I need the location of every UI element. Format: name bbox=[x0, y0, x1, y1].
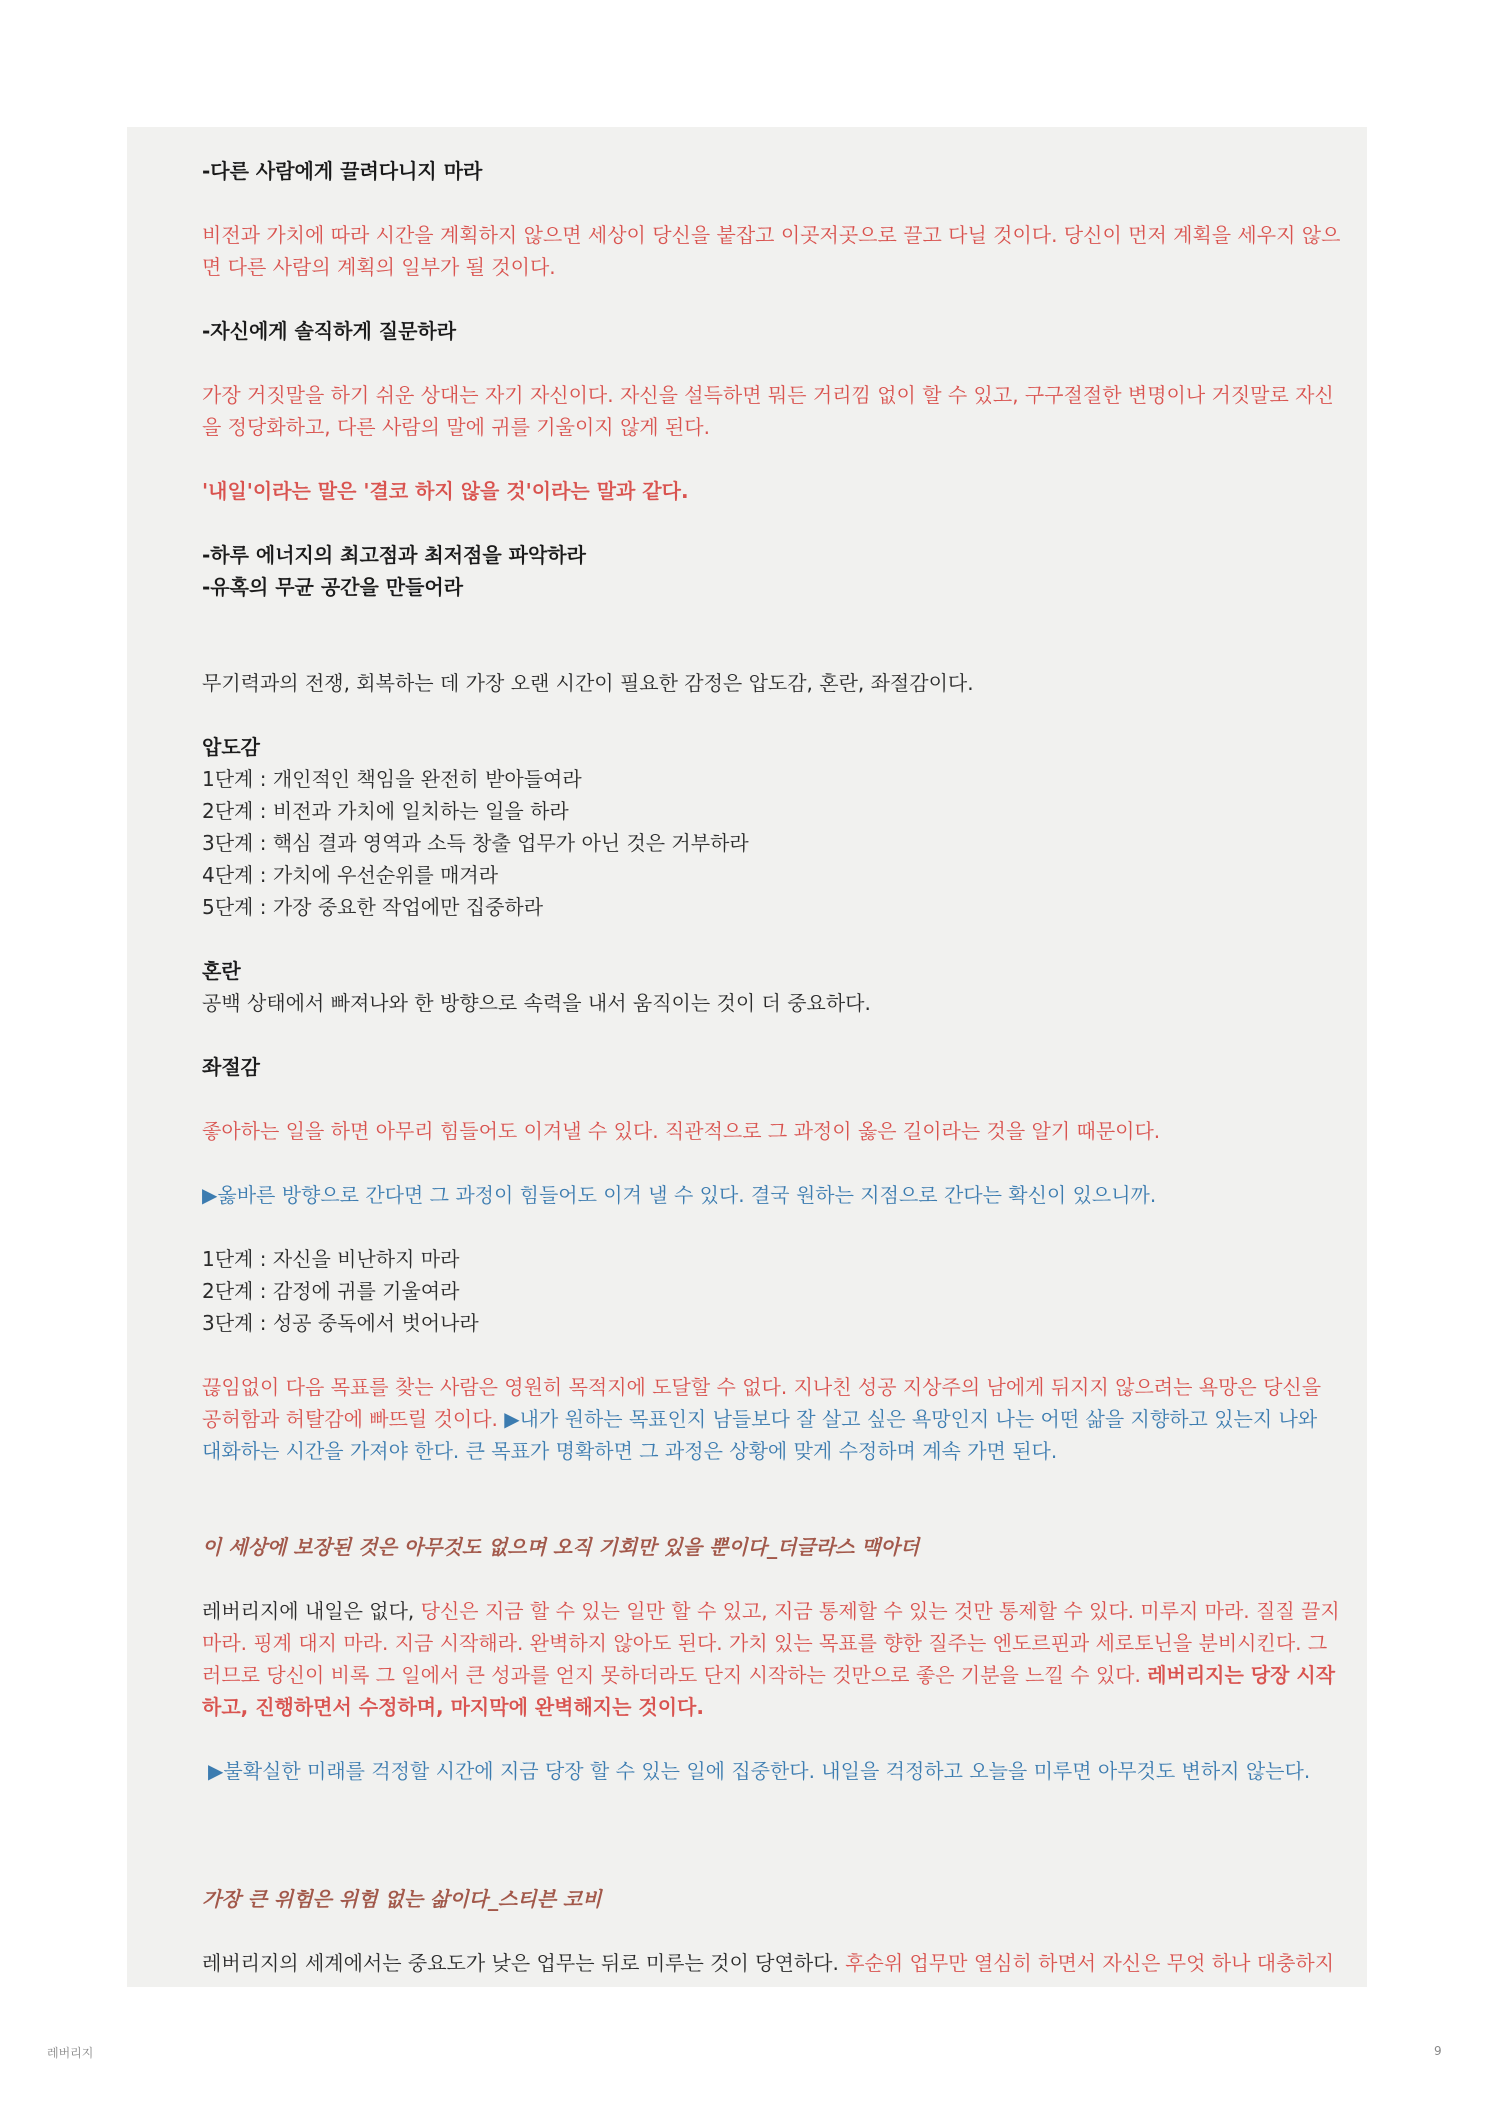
heading: -자신에게 솔직하게 질문하라 bbox=[202, 319, 457, 343]
emphasis-line: '내일'이라는 말은 '결코 하지 않을 것'이라는 말과 같다. bbox=[202, 479, 689, 503]
mixed-paragraph bbox=[202, 1595, 1342, 1723]
step-item: 1단계 : 개인적인 책임을 완전히 받아들여라 bbox=[202, 767, 582, 791]
page-number: 9 bbox=[1434, 2044, 1442, 2058]
paragraph: 공백 상태에서 빠져나와 한 방향으로 속력을 내서 움직이는 것이 더 중요하다. bbox=[202, 991, 871, 1015]
mixed-paragraph bbox=[202, 1947, 1342, 1979]
document-body bbox=[202, 155, 1342, 1979]
heading: -유혹의 무균 공간을 만들어라 bbox=[202, 575, 464, 599]
paragraph-black-part: 레버리지의 세계에서는 중요도가 낮은 업무는 뒤로 미루는 것이 당연하다. bbox=[202, 1951, 846, 1975]
step-item: 2단계 : 감정에 귀를 기울여라 bbox=[202, 1279, 460, 1303]
quote: 이 세상에 보장된 것은 아무것도 없으며 오직 기회만 있을 뿐이다_더글라스 맥아더 bbox=[202, 1535, 920, 1559]
step-item: 1단계 : 자신을 비난하지 마라 bbox=[202, 1247, 460, 1271]
paragraph: 좋아하는 일을 하면 아무리 힘들어도 이겨낼 수 있다. 직관적으로 그 과정이 옳은 길이라는 것을 알기 때문이다. bbox=[202, 1119, 1161, 1143]
paragraph-bold-part: 레버리지는 당장 시작하고, 진행하면서 수정하며, 마지막에 완벽해지는 것이다. bbox=[202, 1663, 1336, 1719]
step-item: 3단계 : 핵심 결과 영역과 소득 창출 업무가 아닌 것은 거부하라 bbox=[202, 831, 749, 855]
paragraph: 무기력과의 전쟁, 회복하는 데 가장 오랜 시간이 필요한 감정은 압도감, 혼란, 좌절감이다. bbox=[202, 671, 974, 695]
paragraph-black-part: 레버리지에 내일은 없다, bbox=[202, 1599, 421, 1623]
footer-title: 레버리지 bbox=[47, 2046, 94, 2060]
section-heading: 압도감 bbox=[202, 735, 260, 759]
paragraph-blue-part: ▶내가 원하는 목표인지 남들보다 잘 살고 싶은 욕망인지 나는 어떤 삶을 지향하고 있는지 나와 대화하는 시간을 가져야 한다. 큰 목표가 명확하면 그 과정은 상황에 맞게 수정하며 계속 가면 된다. bbox=[202, 1407, 1318, 1463]
step-item: 4단계 : 가치에 우선순위를 매겨라 bbox=[202, 863, 499, 887]
paragraph: 비전과 가치에 따라 시간을 계획하지 않으면 세상이 당신을 붙잡고 이곳저곳으로 끌고 다닐 것이다. 당신이 먼저 계획을 세우지 않으면 다른 사람의 계획의 일부가 될 것이다. bbox=[202, 223, 1341, 279]
paragraph: 가장 거짓말을 하기 쉬운 상대는 자기 자신이다. 자신을 설득하면 뭐든 거리낌 없이 할 수 있고, 구구절절한 변명이나 거짓말로 자신을 정당화하고, 다른 사람의 말에 귀를 기울이지 않게 된다. bbox=[202, 383, 1334, 439]
content-panel bbox=[127, 127, 1367, 1987]
paragraph-red-part: 당신은 지금 할 수 있는 일만 할 수 있고, 지금 통제할 수 있는 것만 통제할 수 있다. 미루지 마라. 질질 끌지 마라. 핑계 대지 마라. 지금 시작해라. 완벽하지 않아도 된다. 가치 있는 목표를 향한 질주는 엔도르핀과 세로토닌을 분비시킨다. 그러므로 당신이 비록 그 일에서 큰 성과를 얻지 못하더라도 단지 시작하는 것만으로 좋은 기분을 느낄 수 있다. bbox=[202, 1599, 1340, 1687]
section-heading: 혼란 bbox=[202, 959, 241, 983]
quote: 가장 큰 위험은 위험 없는 삶이다_스티븐 코비 bbox=[202, 1887, 602, 1911]
paragraph-red-part: 끊임없이 다음 목표를 찾는 사람은 영원히 목적지에 도달할 수 없다. 지나친 성공 지상주의 남에게 뒤지지 않으려는 욕망은 당신을 공허함과 허탈감에 빠뜨릴 것이다. bbox=[202, 1375, 1322, 1431]
heading: -다른 사람에게 끌려다니지 마라 bbox=[202, 159, 483, 183]
heading: -하루 에너지의 최고점과 최저점을 파악하라 bbox=[202, 543, 586, 567]
step-item: 3단계 : 성공 중독에서 벗어나라 bbox=[202, 1311, 479, 1335]
mixed-paragraph bbox=[202, 1371, 1342, 1467]
note-paragraph: ▶불확실한 미래를 걱정할 시간에 지금 당장 할 수 있는 일에 집중한다. 내일을 걱정하고 오늘을 미루면 아무것도 변하지 않는다. bbox=[208, 1759, 1311, 1783]
paragraph-red-part: 후순위 업무만 열심히 하면서 자신은 무엇 하나 대충하지 bbox=[845, 1951, 1335, 1975]
step-item: 5단계 : 가장 중요한 작업에만 집중하라 bbox=[202, 895, 544, 919]
section-heading: 좌절감 bbox=[202, 1055, 260, 1079]
step-item: 2단계 : 비전과 가치에 일치하는 일을 하라 bbox=[202, 799, 569, 823]
note-paragraph: ▶옳바른 방향으로 간다면 그 과정이 힘들어도 이겨 낼 수 있다. 결국 원하는 지점으로 간다는 확신이 있으니까. bbox=[202, 1183, 1157, 1207]
